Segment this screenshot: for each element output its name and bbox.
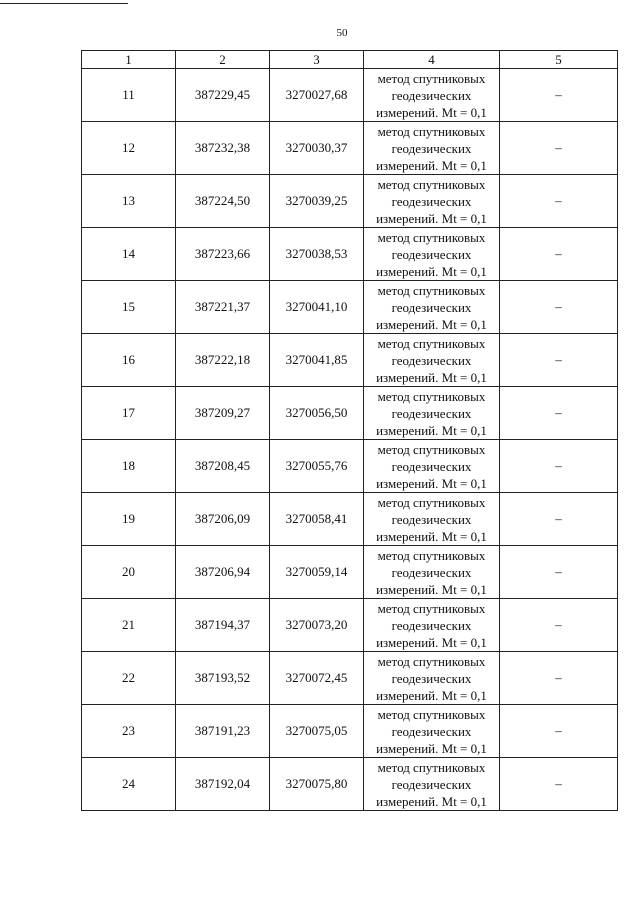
coordinate-y: 3270027,68 [270, 69, 364, 122]
note-cell: – [500, 652, 618, 705]
method-line: геодезических [391, 511, 472, 527]
coordinate-y: 3270056,50 [270, 387, 364, 440]
coordinate-x: 387221,37 [176, 281, 270, 334]
point-number: 22 [82, 652, 176, 705]
method-line: метод спутниковых [377, 70, 486, 86]
coordinate-x: 387223,66 [176, 228, 270, 281]
method-line: метод спутниковых [377, 653, 486, 669]
coordinates-table [81, 50, 618, 811]
coordinate-y: 3270073,20 [270, 599, 364, 652]
note-cell: – [500, 281, 618, 334]
coordinate-y: 3270075,80 [270, 758, 364, 811]
coordinate-x: 387224,50 [176, 175, 270, 228]
method-line: метод спутниковых [377, 494, 486, 510]
point-number: 17 [82, 387, 176, 440]
point-number: 15 [82, 281, 176, 334]
method-line: измерений. Mt = 0,1 [376, 369, 487, 385]
method-cell [364, 440, 500, 493]
point-number: 16 [82, 334, 176, 387]
coordinate-y: 3270072,45 [270, 652, 364, 705]
method-line: метод спутниковых [377, 229, 486, 245]
method-line: геодезических [391, 776, 472, 792]
note-cell: – [500, 440, 618, 493]
method-line: метод спутниковых [377, 123, 486, 139]
point-number: 24 [82, 758, 176, 811]
method-line: метод спутниковых [377, 547, 486, 563]
method-line: измерений. Mt = 0,1 [376, 316, 487, 332]
table-row [82, 440, 618, 493]
note-cell: – [500, 228, 618, 281]
coordinate-x: 387193,52 [176, 652, 270, 705]
method-line: метод спутниковых [377, 388, 486, 404]
note-cell: – [500, 705, 618, 758]
header-col-1: 1 [82, 51, 176, 69]
table-row [82, 705, 618, 758]
coordinate-y: 3270030,37 [270, 122, 364, 175]
method-cell [364, 228, 500, 281]
point-number: 21 [82, 599, 176, 652]
method-cell [364, 705, 500, 758]
coordinate-y: 3270059,14 [270, 546, 364, 599]
table-row [82, 175, 618, 228]
coordinate-x: 387206,94 [176, 546, 270, 599]
method-line: геодезических [391, 299, 472, 315]
method-line: метод спутниковых [377, 441, 486, 457]
method-line: метод спутниковых [377, 176, 486, 192]
method-line: геодезических [391, 352, 472, 368]
point-number: 20 [82, 546, 176, 599]
method-line: метод спутниковых [377, 759, 486, 775]
note-cell: – [500, 122, 618, 175]
table-row [82, 652, 618, 705]
method-cell [364, 599, 500, 652]
point-number: 19 [82, 493, 176, 546]
coordinate-x: 387194,37 [176, 599, 270, 652]
method-line: геодезических [391, 723, 472, 739]
coordinate-x: 387229,45 [176, 69, 270, 122]
method-cell [364, 493, 500, 546]
table-body [82, 69, 618, 811]
method-line: геодезических [391, 87, 472, 103]
method-line: геодезических [391, 670, 472, 686]
method-line: геодезических [391, 193, 472, 209]
method-line: метод спутниковых [377, 335, 486, 351]
note-cell: – [500, 546, 618, 599]
method-cell [364, 387, 500, 440]
table-row [82, 334, 618, 387]
coordinate-x: 387191,23 [176, 705, 270, 758]
method-cell [364, 334, 500, 387]
table-row [82, 228, 618, 281]
method-line: геодезических [391, 458, 472, 474]
method-line: измерений. Mt = 0,1 [376, 793, 487, 809]
method-cell [364, 175, 500, 228]
coordinate-y: 3270075,05 [270, 705, 364, 758]
method-cell [364, 69, 500, 122]
header-col-3: 3 [270, 51, 364, 69]
method-line: метод спутниковых [377, 706, 486, 722]
header-rule [0, 3, 128, 4]
method-line: геодезических [391, 405, 472, 421]
note-cell: – [500, 387, 618, 440]
point-number: 13 [82, 175, 176, 228]
method-line: измерений. Mt = 0,1 [376, 210, 487, 226]
page-number: 50 [336, 27, 348, 39]
method-line: измерений. Mt = 0,1 [376, 687, 487, 703]
method-line: измерений. Mt = 0,1 [376, 263, 487, 279]
coordinate-x: 387192,04 [176, 758, 270, 811]
method-line: геодезических [391, 246, 472, 262]
note-cell: – [500, 334, 618, 387]
table-row [82, 546, 618, 599]
coordinate-y: 3270058,41 [270, 493, 364, 546]
header-col-5: 5 [500, 51, 618, 69]
note-cell: – [500, 599, 618, 652]
note-cell: – [500, 175, 618, 228]
method-cell [364, 281, 500, 334]
table-row [82, 599, 618, 652]
coordinate-y: 3270041,85 [270, 334, 364, 387]
coordinate-x: 387206,09 [176, 493, 270, 546]
point-number: 23 [82, 705, 176, 758]
coordinate-y: 3270038,53 [270, 228, 364, 281]
header-col-4: 4 [364, 51, 500, 69]
table-row [82, 387, 618, 440]
table-row [82, 493, 618, 546]
coordinate-y: 3270041,10 [270, 281, 364, 334]
method-line: геодезических [391, 617, 472, 633]
note-cell: – [500, 758, 618, 811]
method-line: измерений. Mt = 0,1 [376, 528, 487, 544]
coordinate-x: 387208,45 [176, 440, 270, 493]
point-number: 12 [82, 122, 176, 175]
method-line: геодезических [391, 564, 472, 580]
point-number: 11 [82, 69, 176, 122]
table-row [82, 69, 618, 122]
method-line: метод спутниковых [377, 282, 486, 298]
coordinate-x: 387209,27 [176, 387, 270, 440]
method-line: измерений. Mt = 0,1 [376, 634, 487, 650]
table-row [82, 281, 618, 334]
note-cell: – [500, 493, 618, 546]
method-line: измерений. Mt = 0,1 [376, 581, 487, 597]
method-cell [364, 758, 500, 811]
method-line: измерений. Mt = 0,1 [376, 740, 487, 756]
note-cell: – [500, 69, 618, 122]
method-cell [364, 122, 500, 175]
method-line: геодезических [391, 140, 472, 156]
method-line: измерений. Mt = 0,1 [376, 104, 487, 120]
method-cell [364, 546, 500, 599]
header-col-2: 2 [176, 51, 270, 69]
point-number: 14 [82, 228, 176, 281]
coordinate-x: 387232,38 [176, 122, 270, 175]
table-row [82, 758, 618, 811]
method-line: измерений. Mt = 0,1 [376, 157, 487, 173]
coordinate-y: 3270039,25 [270, 175, 364, 228]
method-line: измерений. Mt = 0,1 [376, 422, 487, 438]
table-row [82, 122, 618, 175]
point-number: 18 [82, 440, 176, 493]
coordinate-y: 3270055,76 [270, 440, 364, 493]
coordinate-x: 387222,18 [176, 334, 270, 387]
method-cell [364, 652, 500, 705]
table-header-row [82, 51, 618, 69]
method-line: измерений. Mt = 0,1 [376, 475, 487, 491]
method-line: метод спутниковых [377, 600, 486, 616]
